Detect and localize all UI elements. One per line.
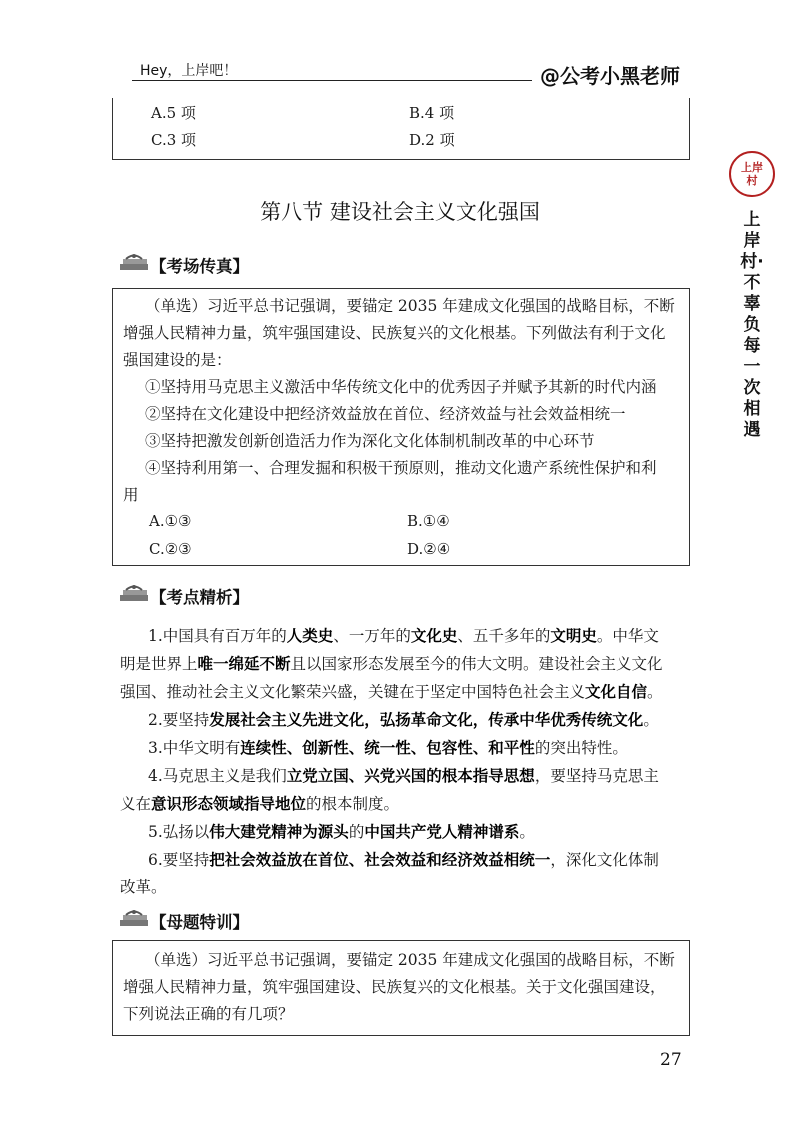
point-1-line-1: 1.中国具有百万年的人类史、一万年的文化史、五千多年的文明史。中华文 (148, 626, 659, 645)
analysis-section-heading: 【考点精析】 (150, 588, 249, 607)
training-question-box (112, 940, 690, 1036)
training-stem-line-2: 增强人民精神力量，筑牢强国建设、民族复兴的文化根基。关于文化强国建设， (123, 978, 666, 996)
side-slogan: 上岸村·不辜负每一次相遇 (740, 210, 764, 440)
exam-question-box (112, 288, 690, 566)
header-rule (132, 80, 532, 81)
stem-line-1: （单选）习近平总书记强调，要锚定 2035 年建成文化强国的战略目标，不断 (145, 297, 675, 315)
option-c: C.3 项 (151, 131, 197, 149)
logo-stamp (729, 151, 775, 197)
option-d: D.2 项 (409, 131, 455, 149)
point-1-line-3: 强国、推动社会主义文化繁荣兴盛，关键在于坚定中国特色社会主义文化自信。 (120, 682, 663, 701)
point-6-line-1: 6.要坚持把社会效益放在首位、社会效益和经济效益相统一，深化文化体制 (148, 850, 659, 869)
point-1-line-2: 明是世界上唯一绵延不断且以国家形态发展至今的伟大文明。建设社会主义文化 (120, 654, 663, 673)
option-b: B.4 项 (409, 104, 455, 122)
statement-4-cont: 用 (123, 486, 139, 504)
stem-line-3: 强国建设的是： (123, 351, 232, 369)
exam-option-b: B.①④ (407, 512, 450, 530)
header-left-text: Hey，上岸吧！ (140, 63, 238, 79)
stem-line-2: 增强人民精神力量，筑牢强国建设、民族复兴的文化根基。下列做法有利于文化 (123, 324, 666, 342)
point-6-line-2: 改革。 (120, 878, 167, 896)
stamp-text: 上岸村 (741, 161, 763, 187)
training-section-heading: 【母题特训】 (150, 913, 249, 932)
statement-4: ④坚持利用第一、合理发掘和积极干预原则，推动文化遗产系统性保护和利 (145, 459, 657, 477)
point-2: 2.要坚持发展社会主义先进文化，弘扬革命文化，传承中华优秀传统文化。 (148, 710, 659, 729)
exam-option-d: D.②④ (407, 540, 451, 558)
section-title: 第八节 建设社会主义文化强国 (260, 200, 540, 224)
previous-question-box (112, 98, 690, 160)
page-number: 27 (660, 1050, 682, 1070)
point-3: 3.中华文明有连续性、创新性、统一性、包容性、和平性的突出特性。 (148, 738, 628, 757)
point-4-line-1: 4.马克思主义是我们立党立国、兴党兴国的根本指导思想，要坚持马克思主 (148, 766, 659, 785)
book-stack-icon (118, 908, 152, 928)
exam-option-c: C.②③ (149, 540, 192, 558)
option-a: A.5 项 (151, 104, 196, 122)
point-4-line-2: 义在意识形态领域指导地位的根本制度。 (120, 794, 400, 813)
exam-section-heading: 【考场传真】 (150, 257, 249, 276)
point-5: 5.弘扬以伟大建党精神为源头的中国共产党人精神谱系。 (148, 822, 535, 841)
book-stack-icon (118, 252, 152, 272)
analysis-body (120, 622, 663, 901)
training-stem-line-3: 下列说法正确的有几项？ (123, 1005, 294, 1023)
exam-option-a: A.①③ (149, 512, 192, 530)
header-right-text: @公考小黑老师 (540, 64, 680, 88)
book-stack-icon (118, 583, 152, 603)
statement-2: ②坚持在文化建设中把经济效益放在首位、经济效益与社会效益相统一 (145, 405, 626, 423)
statement-1: ①坚持用马克思主义激活中华传统文化中的优秀因子并赋予其新的时代内涵 (145, 378, 657, 396)
statement-3: ③坚持把激发创新创造活力作为深化文化体制机制改革的中心环节 (145, 432, 595, 450)
training-stem-line-1: （单选）习近平总书记强调，要锚定 2035 年建成文化强国的战略目标，不断 (145, 951, 675, 969)
